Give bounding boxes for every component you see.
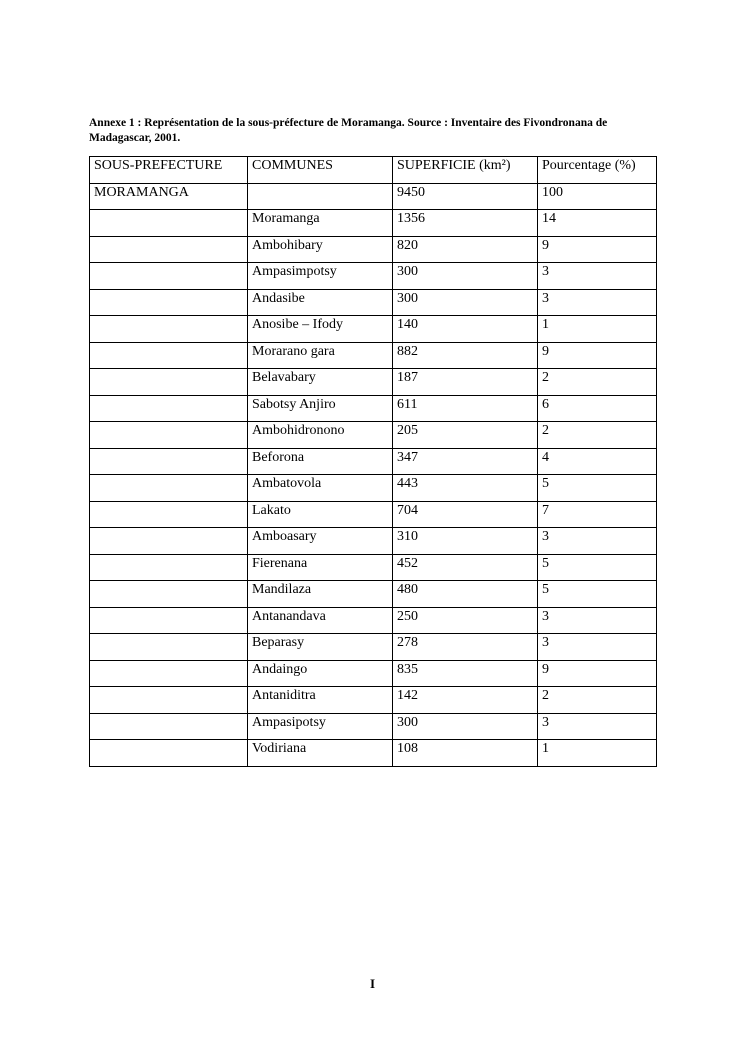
cell-sous-prefecture — [90, 528, 248, 555]
cell-commune: Anosibe – Ifody — [248, 316, 393, 343]
table-row — [90, 713, 657, 740]
cell-pourcentage: 100 — [538, 183, 657, 210]
cell-superficie: 443 — [393, 475, 538, 502]
cell-pourcentage: 5 — [538, 581, 657, 608]
cell-sous-prefecture — [90, 210, 248, 237]
cell-sous-prefecture — [90, 369, 248, 396]
table-header-row — [90, 157, 657, 184]
cell-commune: Sabotsy Anjiro — [248, 395, 393, 422]
cell-pourcentage: 14 — [538, 210, 657, 237]
cell-pourcentage: 1 — [538, 740, 657, 767]
cell-commune: Fierenana — [248, 554, 393, 581]
table-row — [90, 607, 657, 634]
table-row — [90, 369, 657, 396]
communes-table — [89, 156, 657, 767]
cell-superficie: 1356 — [393, 210, 538, 237]
header-communes: COMMUNES — [248, 157, 393, 184]
cell-superficie: 347 — [393, 448, 538, 475]
cell-sous-prefecture — [90, 448, 248, 475]
cell-commune: Andaingo — [248, 660, 393, 687]
cell-pourcentage: 2 — [538, 687, 657, 714]
table-row — [90, 554, 657, 581]
cell-pourcentage: 4 — [538, 448, 657, 475]
cell-sous-prefecture — [90, 634, 248, 661]
cell-sous-prefecture — [90, 740, 248, 767]
cell-sous-prefecture — [90, 342, 248, 369]
cell-commune: Ampasipotsy — [248, 713, 393, 740]
cell-commune: Andasibe — [248, 289, 393, 316]
cell-superficie: 205 — [393, 422, 538, 449]
table-row — [90, 342, 657, 369]
cell-pourcentage: 3 — [538, 263, 657, 290]
table-row — [90, 448, 657, 475]
cell-pourcentage: 6 — [538, 395, 657, 422]
cell-superficie: 140 — [393, 316, 538, 343]
cell-sous-prefecture — [90, 607, 248, 634]
cell-superficie: 142 — [393, 687, 538, 714]
cell-pourcentage: 9 — [538, 342, 657, 369]
cell-sous-prefecture — [90, 395, 248, 422]
table-row — [90, 210, 657, 237]
cell-pourcentage: 9 — [538, 660, 657, 687]
table-row — [90, 501, 657, 528]
cell-sous-prefecture — [90, 713, 248, 740]
cell-sous-prefecture: MORAMANGA — [90, 183, 248, 210]
cell-commune: Beparasy — [248, 634, 393, 661]
cell-pourcentage: 2 — [538, 422, 657, 449]
cell-pourcentage: 7 — [538, 501, 657, 528]
table-row — [90, 581, 657, 608]
cell-commune — [248, 183, 393, 210]
cell-superficie: 187 — [393, 369, 538, 396]
table-row — [90, 687, 657, 714]
cell-sous-prefecture — [90, 236, 248, 263]
table-row — [90, 236, 657, 263]
cell-sous-prefecture — [90, 422, 248, 449]
cell-commune: Morarano gara — [248, 342, 393, 369]
cell-superficie: 310 — [393, 528, 538, 555]
cell-superficie: 882 — [393, 342, 538, 369]
table-row — [90, 395, 657, 422]
cell-sous-prefecture — [90, 501, 248, 528]
header-pourcentage: Pourcentage (%) — [538, 157, 657, 184]
cell-pourcentage: 1 — [538, 316, 657, 343]
cell-sous-prefecture — [90, 316, 248, 343]
cell-sous-prefecture — [90, 687, 248, 714]
cell-sous-prefecture — [90, 660, 248, 687]
cell-pourcentage: 3 — [538, 713, 657, 740]
cell-commune: Amboasary — [248, 528, 393, 555]
table-row — [90, 660, 657, 687]
table-row — [90, 422, 657, 449]
table-row — [90, 634, 657, 661]
table-row — [90, 183, 657, 210]
cell-pourcentage: 5 — [538, 554, 657, 581]
cell-superficie: 300 — [393, 289, 538, 316]
cell-superficie: 835 — [393, 660, 538, 687]
table-row — [90, 740, 657, 767]
table-row — [90, 289, 657, 316]
cell-superficie: 480 — [393, 581, 538, 608]
cell-sous-prefecture — [90, 554, 248, 581]
cell-superficie: 300 — [393, 713, 538, 740]
cell-commune: Moramanga — [248, 210, 393, 237]
annex-caption: Annexe 1 : Représentation de la sous-préfecture de Moramanga. Source : Inventaire des Fivondronana de Madagascar, 2001. — [89, 117, 608, 144]
cell-sous-prefecture — [90, 263, 248, 290]
table-row — [90, 263, 657, 290]
cell-superficie: 452 — [393, 554, 538, 581]
cell-commune: Beforona — [248, 448, 393, 475]
cell-pourcentage: 5 — [538, 475, 657, 502]
page-number: I — [369, 976, 376, 991]
table-row — [90, 528, 657, 555]
header-superficie: SUPERFICIE (km²) — [393, 157, 538, 184]
cell-commune: Lakato — [248, 501, 393, 528]
table-body — [90, 183, 657, 766]
cell-commune: Ambohidronono — [248, 422, 393, 449]
cell-superficie: 278 — [393, 634, 538, 661]
cell-pourcentage: 3 — [538, 528, 657, 555]
cell-superficie: 9450 — [393, 183, 538, 210]
cell-pourcentage: 3 — [538, 607, 657, 634]
cell-commune: Mandilaza — [248, 581, 393, 608]
cell-commune: Ambohibary — [248, 236, 393, 263]
cell-commune: Ampasimpotsy — [248, 263, 393, 290]
cell-superficie: 300 — [393, 263, 538, 290]
cell-pourcentage: 9 — [538, 236, 657, 263]
cell-commune: Belavabary — [248, 369, 393, 396]
cell-superficie: 108 — [393, 740, 538, 767]
cell-superficie: 704 — [393, 501, 538, 528]
cell-sous-prefecture — [90, 289, 248, 316]
cell-commune: Vodiriana — [248, 740, 393, 767]
cell-commune: Ambatovola — [248, 475, 393, 502]
table-row — [90, 475, 657, 502]
cell-pourcentage: 2 — [538, 369, 657, 396]
cell-sous-prefecture — [90, 581, 248, 608]
cell-commune: Antanandava — [248, 607, 393, 634]
cell-superficie: 250 — [393, 607, 538, 634]
table-row — [90, 316, 657, 343]
header-sous-prefecture: SOUS-PREFECTURE — [90, 157, 248, 184]
cell-superficie: 820 — [393, 236, 538, 263]
cell-sous-prefecture — [90, 475, 248, 502]
cell-superficie: 611 — [393, 395, 538, 422]
cell-pourcentage: 3 — [538, 289, 657, 316]
cell-pourcentage: 3 — [538, 634, 657, 661]
cell-commune: Antaniditra — [248, 687, 393, 714]
